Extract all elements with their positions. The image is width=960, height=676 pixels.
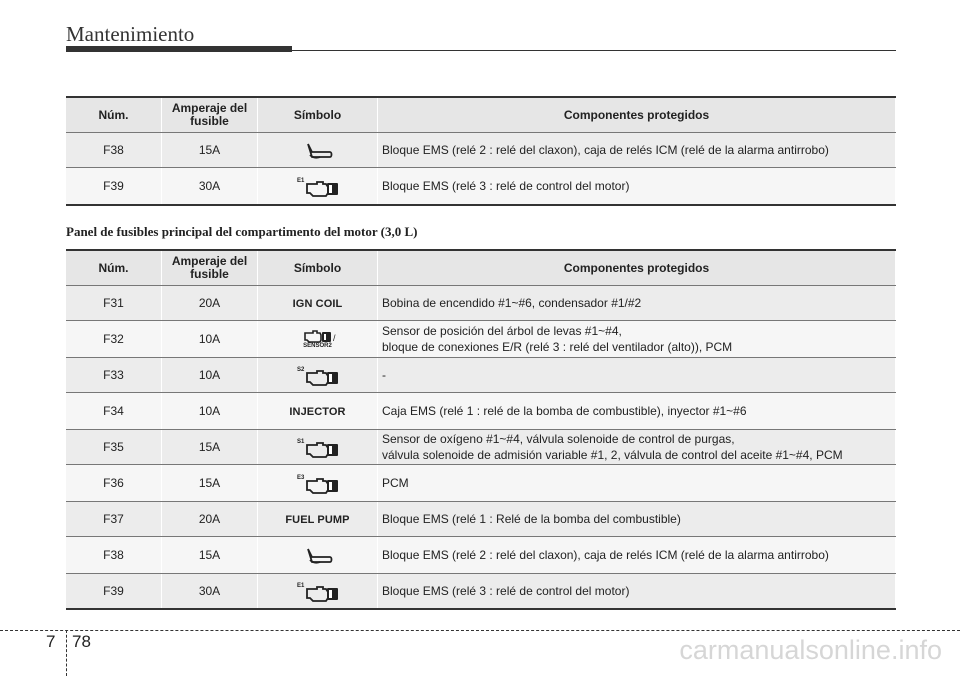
fuse-symbol <box>258 393 378 430</box>
fuse-number: F39 <box>66 168 162 206</box>
engine-icon <box>296 367 340 381</box>
fuse-amperage: 30A <box>162 168 258 206</box>
protected-components <box>378 393 896 430</box>
fuse-amperage: 15A <box>162 133 258 168</box>
fuse-number: F36 <box>66 465 162 502</box>
col-header-components: Componentes protegidos <box>378 97 896 133</box>
svg-text:/: / <box>332 332 336 343</box>
table-row <box>66 502 896 537</box>
col-header-amp: Amperaje del fusible <box>162 250 258 286</box>
section-title: Panel de fusibles principal del compartimento del motor (3,0 L) <box>66 224 418 239</box>
fuse-symbol <box>258 430 378 465</box>
protected-components <box>378 430 896 465</box>
engine-icon <box>296 178 340 192</box>
fuse-amperage: 10A <box>162 358 258 393</box>
symbol-text: INJECTOR <box>289 406 346 418</box>
col-header-amp: Amperaje del fusible <box>162 97 258 133</box>
col-header-num: Núm. <box>66 250 162 286</box>
watermark: carmanualsonline.info <box>679 635 942 665</box>
protected-components <box>378 168 896 206</box>
svg-text:S1: S1 <box>296 439 304 445</box>
symbol-text: IGN COIL <box>292 298 343 310</box>
component-line: Bloque EMS (relé 1 : Relé de la bomba del combustible) <box>382 512 681 526</box>
fuse-symbol <box>258 358 378 393</box>
fuse-table-top <box>66 96 896 206</box>
symbol-text: FUEL PUMP <box>285 514 350 526</box>
table-row <box>66 133 896 168</box>
fuse-symbol <box>258 133 378 168</box>
fuse-number: F32 <box>66 321 162 358</box>
fuse-amperage: 10A <box>162 393 258 430</box>
engine-sensor-icon <box>296 329 340 343</box>
fuse-symbol <box>258 321 378 358</box>
table-row <box>66 358 896 393</box>
protected-components <box>378 286 896 321</box>
fuse-number: F33 <box>66 358 162 393</box>
engine-icon <box>296 583 340 597</box>
protected-components <box>378 502 896 537</box>
col-header-symbol: Símbolo <box>258 97 378 133</box>
component-line: Sensor de oxígeno #1~#4, válvula solenoide de control de purgas, <box>382 432 735 446</box>
header-rule <box>66 50 896 51</box>
fuse-table-main <box>66 249 896 610</box>
fuse-number: F35 <box>66 430 162 465</box>
component-line: válvula solenoide de admisión variable #1, 2, válvula de control del aceite #1~#4, PCM <box>382 448 843 462</box>
table-row <box>66 168 896 206</box>
protected-components <box>378 574 896 610</box>
protected-components <box>378 465 896 502</box>
fuse-amperage: 15A <box>162 430 258 465</box>
fuse-amperage: 20A <box>162 502 258 537</box>
fuse-symbol <box>258 465 378 502</box>
table-row <box>66 574 896 610</box>
footer-divider <box>66 630 67 676</box>
footer-rule <box>0 630 960 631</box>
component-line: Caja EMS (relé 1 : relé de la bomba de combustible), inyector #1~#6 <box>382 404 747 418</box>
table-row <box>66 537 896 574</box>
table-row <box>66 465 896 502</box>
component-line: Bloque EMS (relé 3 : relé de control del motor) <box>382 584 630 598</box>
component-line: Bloque EMS (relé 2 : relé del claxon), caja de relés ICM (relé de la alarma antirrobo) <box>382 143 829 157</box>
fuse-amperage: 10A <box>162 321 258 358</box>
protected-components <box>378 537 896 574</box>
fuse-number: F37 <box>66 502 162 537</box>
component-line: PCM <box>382 476 409 490</box>
table-row <box>66 321 896 358</box>
component-line: - <box>382 368 386 382</box>
component-line: Bobina de encendido #1~#6, condensador #1/#2 <box>382 296 642 310</box>
engine-icon <box>296 439 340 453</box>
fuse-symbol <box>258 168 378 206</box>
fuse-symbol <box>258 574 378 610</box>
protected-components <box>378 133 896 168</box>
engine-icon <box>296 475 340 489</box>
fuse-amperage: 15A <box>162 465 258 502</box>
fuse-amperage: 30A <box>162 574 258 610</box>
table-row <box>66 393 896 430</box>
fuse-symbol <box>258 286 378 321</box>
fuse-number: F39 <box>66 574 162 610</box>
component-line: bloque de conexiones E/R (relé 3 : relé del ventilador (alto)), PCM <box>382 340 733 354</box>
svg-text:S2: S2 <box>296 367 304 373</box>
header-title: Mantenimiento <box>66 22 195 46</box>
col-header-num: Núm. <box>66 97 162 133</box>
horn-icon <box>296 142 340 156</box>
component-line: Bloque EMS (relé 2 : relé del claxon), caja de relés ICM (relé de la alarma antirrobo) <box>382 548 829 562</box>
col-header-symbol: Símbolo <box>258 250 378 286</box>
table-row <box>66 430 896 465</box>
col-header-components: Componentes protegidos <box>378 250 896 286</box>
fuse-amperage: 15A <box>162 537 258 574</box>
chapter-number: 7 <box>46 632 56 651</box>
fuse-symbol <box>258 502 378 537</box>
horn-icon <box>296 547 340 561</box>
component-line: Sensor de posición del árbol de levas #1~#4, <box>382 324 622 338</box>
svg-text:E1: E1 <box>296 583 304 589</box>
protected-components <box>378 321 896 358</box>
fuse-number: F38 <box>66 537 162 574</box>
fuse-symbol <box>258 537 378 574</box>
fuse-number: F34 <box>66 393 162 430</box>
svg-text:E3: E3 <box>296 475 304 481</box>
fuse-amperage: 20A <box>162 286 258 321</box>
fuse-number: F38 <box>66 133 162 168</box>
table-row <box>66 286 896 321</box>
svg-text:E1: E1 <box>296 178 304 184</box>
symbol-subtext: SENSOR2 <box>303 342 332 349</box>
page-number: 78 <box>72 632 91 651</box>
fuse-number: F31 <box>66 286 162 321</box>
header-bar <box>66 46 292 52</box>
component-line: Bloque EMS (relé 3 : relé de control del motor) <box>382 179 630 193</box>
protected-components <box>378 358 896 393</box>
